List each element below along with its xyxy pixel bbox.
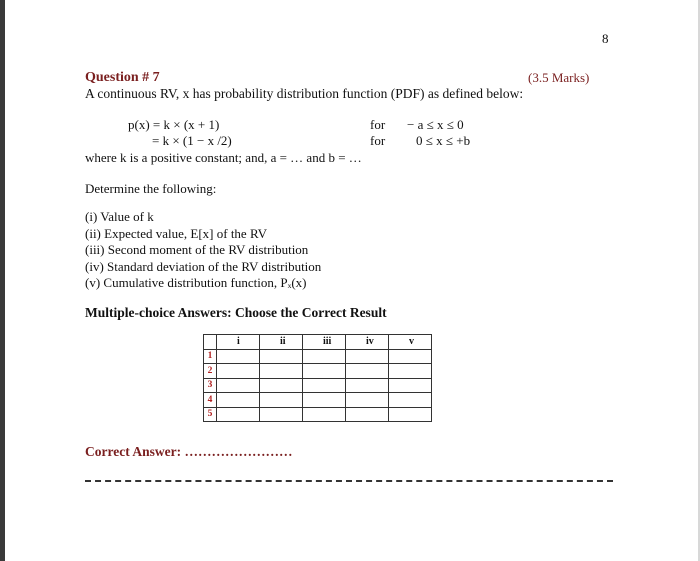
answer-cell[interactable] [389,393,432,408]
correct-answer-label: Correct Answer: [85,444,182,459]
row-label-2: 2 [204,364,217,379]
column-header-iv: iv [346,335,389,350]
answer-cell[interactable] [303,393,346,408]
answer-grid-row [204,364,432,379]
answer-grid [203,334,432,422]
task-item: (ii) Expected value, E[x] of the RV [85,225,267,241]
range-2: 0 ≤ x ≤ +b [416,133,471,148]
multiple-choice-heading: Multiple-choice Answers: Choose the Correct Result [85,305,387,320]
answer-cell[interactable] [389,407,432,422]
where-clause: where k is a positive constant; and, a = … and b = … [85,150,362,165]
answer-cell[interactable] [260,349,303,364]
column-header-ii: ii [260,335,303,350]
dashed-separator [85,480,613,482]
task-item: (iv) Standard deviation of the RV distribution [85,258,322,274]
row-label-5: 5 [204,407,217,422]
answer-grid-row [204,349,432,364]
task-item: (iii) Second moment of the RV distribution [85,242,309,257]
answer-cell[interactable] [260,393,303,408]
correct-answer-blank[interactable]: …………………… [184,444,293,459]
answer-grid-row [204,407,432,422]
for-label-2: for [370,133,386,148]
answer-cell[interactable] [260,364,303,379]
answer-grid-header [204,335,432,350]
answer-cell[interactable] [389,349,432,364]
answer-cell[interactable] [303,349,346,364]
answer-cell[interactable] [217,364,260,379]
answer-grid-row [204,378,432,393]
range-1: − a ≤ x ≤ 0 [407,117,464,132]
answer-cell[interactable] [346,349,389,364]
question-intro: A continuous RV, x has probability distribution function (PDF) as defined below: [85,86,524,101]
column-header-i: i [217,335,260,350]
question-marks: (3.5 Marks) [528,70,590,85]
task-list [85,209,321,292]
answer-cell[interactable] [303,378,346,393]
for-label-1: for [370,117,386,132]
row-label-3: 3 [204,378,217,393]
pdf-equation-line-2: = k × (1 − x /2) [152,133,232,148]
answer-grid-row [204,393,432,408]
correct-answer-line [85,444,292,460]
grid-corner [204,335,217,350]
task-item: (v) Cumulative distribution function, Pₓ(x) [85,275,307,290]
row-label-4: 4 [204,393,217,408]
pdf-equation-line-1: p(x) = k × (x + 1) [128,117,220,132]
row-label-1: 1 [204,349,217,364]
column-header-v: v [389,335,432,350]
answer-cell[interactable] [346,393,389,408]
answer-cell[interactable] [389,364,432,379]
answer-cell[interactable] [217,393,260,408]
column-header-iii: iii [303,335,346,350]
answer-cell[interactable] [260,378,303,393]
answer-cell[interactable] [303,364,346,379]
task-item: (i) Value of k [85,209,154,224]
answer-cell[interactable] [217,349,260,364]
answer-cell[interactable] [217,407,260,422]
answer-cell[interactable] [346,378,389,393]
answer-cell[interactable] [303,407,346,422]
answer-cell[interactable] [346,364,389,379]
answer-cell[interactable] [389,378,432,393]
page-left-edge [0,0,5,561]
question-title: Question # 7 [85,70,160,85]
determine-heading: Determine the following: [85,181,217,196]
answer-cell[interactable] [217,378,260,393]
answer-cell[interactable] [260,407,303,422]
answer-cell[interactable] [346,407,389,422]
page-number: 8 [602,31,609,46]
